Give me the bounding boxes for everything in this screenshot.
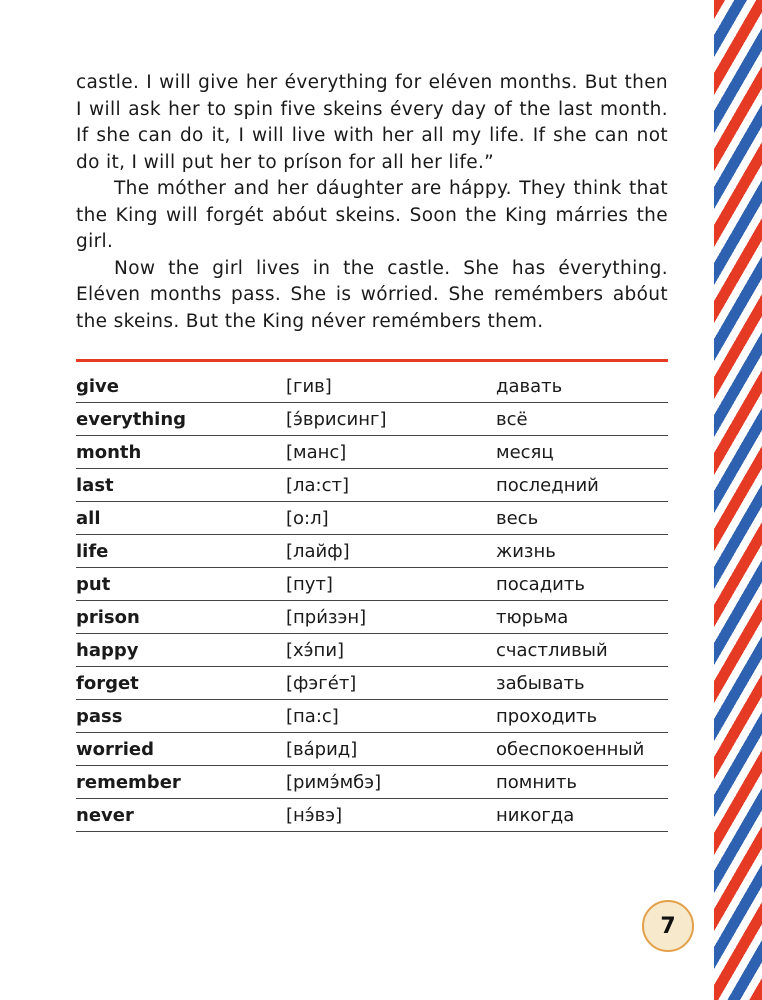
vocabulary-row (76, 634, 668, 667)
vocab-pronunciation: [лайф] (286, 535, 496, 568)
vocab-translation: обеспокоенный (496, 733, 668, 766)
vocabulary-row (76, 568, 668, 601)
vocab-pronunciation: [ла:ст] (286, 469, 496, 502)
page-number-badge: 7 (642, 900, 694, 952)
story-text (76, 70, 668, 335)
vocab-pronunciation: [хэ́пи] (286, 634, 496, 667)
vocab-word: give (76, 370, 286, 403)
vocab-pronunciation: [пут] (286, 568, 496, 601)
vocab-translation: жизнь (496, 535, 668, 568)
vocabulary-row (76, 535, 668, 568)
vocab-pronunciation: [э́врисинг] (286, 403, 496, 436)
airmail-stripe-border (714, 0, 762, 1000)
vocab-translation: всё (496, 403, 668, 436)
vocab-pronunciation: [фэгéт] (286, 667, 496, 700)
vocab-translation: тюрьма (496, 601, 668, 634)
vocab-word: prison (76, 601, 286, 634)
vocab-word: month (76, 436, 286, 469)
vocab-pronunciation: [римэ́мбэ] (286, 766, 496, 799)
vocabulary-row (76, 700, 668, 733)
story-paragraph-1: castle. I will give her éverything for eléven months. But then I will ask her to spin five skeins évery day of the last month. If she can do it, I will live with her all my life. If she can not do it, I will put her to príson for all her life.” (76, 72, 668, 173)
vocabulary-row (76, 601, 668, 634)
vocabulary-row (76, 733, 668, 766)
vocab-word: last (76, 469, 286, 502)
vocab-word: everything (76, 403, 286, 436)
vocabulary-row (76, 502, 668, 535)
vocab-pronunciation: [ва́рид] (286, 733, 496, 766)
vocabulary-row (76, 799, 668, 832)
vocabulary-row (76, 766, 668, 799)
vocab-word: all (76, 502, 286, 535)
vocab-translation: проходить (496, 700, 668, 733)
vocab-translation: помнить (496, 766, 668, 799)
vocab-translation: последний (496, 469, 668, 502)
vocab-word: happy (76, 634, 286, 667)
vocab-pronunciation: [манс] (286, 436, 496, 469)
vocabulary-divider (76, 359, 668, 362)
vocab-translation: счастливый (496, 634, 668, 667)
vocabulary-table (76, 370, 668, 832)
vocab-pronunciation: [при́зэн] (286, 601, 496, 634)
vocab-word: never (76, 799, 286, 832)
vocabulary-row (76, 436, 668, 469)
vocab-translation: давать (496, 370, 668, 403)
vocab-translation: забывать (496, 667, 668, 700)
vocab-word: worried (76, 733, 286, 766)
story-paragraph-3: Now the girl lives in the castle. She has éverything. Eléven months pass. She is wórried. She remémbers abóut the skeins. But the King néver remémbers them. (76, 257, 668, 332)
story-paragraph-2: The móther and her dáughter are háppy. They think that the King will forgét abóut skeins. Soon the King márries the girl. (76, 178, 668, 252)
vocab-translation: посадить (496, 568, 668, 601)
vocabulary-row (76, 469, 668, 502)
vocab-pronunciation: [гив] (286, 370, 496, 403)
vocab-word: life (76, 535, 286, 568)
vocab-translation: никогда (496, 799, 668, 832)
vocab-word: remember (76, 766, 286, 799)
vocab-pronunciation: [о:л] (286, 502, 496, 535)
vocabulary-row (76, 667, 668, 700)
vocab-pronunciation: [па:с] (286, 700, 496, 733)
vocab-pronunciation: [нэ́вэ] (286, 799, 496, 832)
vocab-translation: весь (496, 502, 668, 535)
vocab-word: forget (76, 667, 286, 700)
vocab-word: put (76, 568, 286, 601)
vocab-translation: месяц (496, 436, 668, 469)
vocab-word: pass (76, 700, 286, 733)
vocabulary-row (76, 370, 668, 403)
vocabulary-row (76, 403, 668, 436)
